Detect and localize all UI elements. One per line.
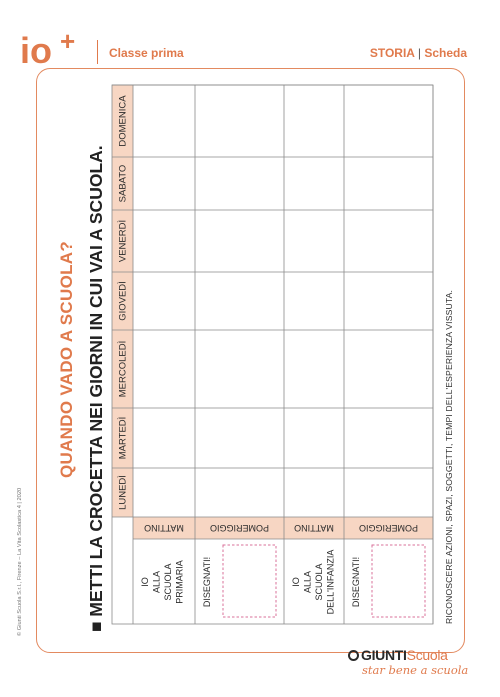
day-label: DOMENICA	[117, 95, 129, 147]
day-label: GIOVEDÌ	[117, 281, 129, 321]
group-label-line: SCUOLA	[314, 563, 324, 601]
class-label: Classe prima	[109, 46, 184, 60]
group-label-line: ALLA	[151, 570, 162, 594]
giunti-scuola-logo	[348, 647, 448, 663]
draw-box	[223, 545, 276, 617]
instruction-text: ■ METTI LA CROCETTA NEI GIORNI IN CUI VAI A SCUOLA.	[86, 145, 106, 632]
morning-label: MATTINO	[144, 523, 184, 533]
brand-tagline: star bene a scuola	[362, 663, 469, 677]
footnote: RICONOSCERE AZIONI, SPAZI, SOGGETTI, TEMPI DELL'ESPERIENZA VISSUTA.	[444, 289, 454, 624]
copyright: © Giunti Scuola S.r.l., Firenze – La Vita Scolastica 4 | 2020	[17, 487, 23, 636]
group-label-line: IO	[140, 577, 150, 587]
day-label: SABATO	[117, 164, 129, 203]
draw-prompt: DISEGNATI!	[202, 556, 212, 608]
giunti-g-icon	[348, 650, 359, 661]
group-label-line: PRIMARIA	[174, 560, 185, 604]
subject-name: STORIA	[369, 46, 415, 60]
logo-plus: +	[60, 30, 76, 56]
brand-scuola: Scuola	[406, 647, 448, 663]
sheet-label: Scheda	[424, 46, 467, 60]
group-label-line: IO	[291, 577, 301, 587]
group-label-line: ALLA	[302, 570, 313, 594]
group-label-line: SCUOLA	[163, 563, 173, 601]
morning-label: MATTINO	[294, 523, 334, 533]
day-label: LUNEDÌ	[117, 475, 129, 510]
draw-box	[372, 545, 425, 617]
day-label: MERCOLEDÌ	[117, 340, 129, 398]
worksheet-title: QUANDO VADO A SCUOLA?	[57, 240, 76, 478]
day-label: VENERDÌ	[117, 219, 129, 263]
logo-text: io	[20, 30, 52, 68]
table-outline	[112, 85, 433, 624]
day-label: MARTEDÌ	[117, 416, 129, 460]
brand-name: GIUNTI	[361, 647, 407, 663]
draw-prompt: DISEGNATI!	[351, 556, 361, 608]
afternoon-label: POMERIGGIO	[209, 523, 270, 533]
group-label-line: DELL'INFANZIA	[325, 549, 336, 615]
subject-label: STORIA | Scheda	[369, 46, 467, 60]
afternoon-label: POMERIGGIO	[358, 523, 419, 533]
